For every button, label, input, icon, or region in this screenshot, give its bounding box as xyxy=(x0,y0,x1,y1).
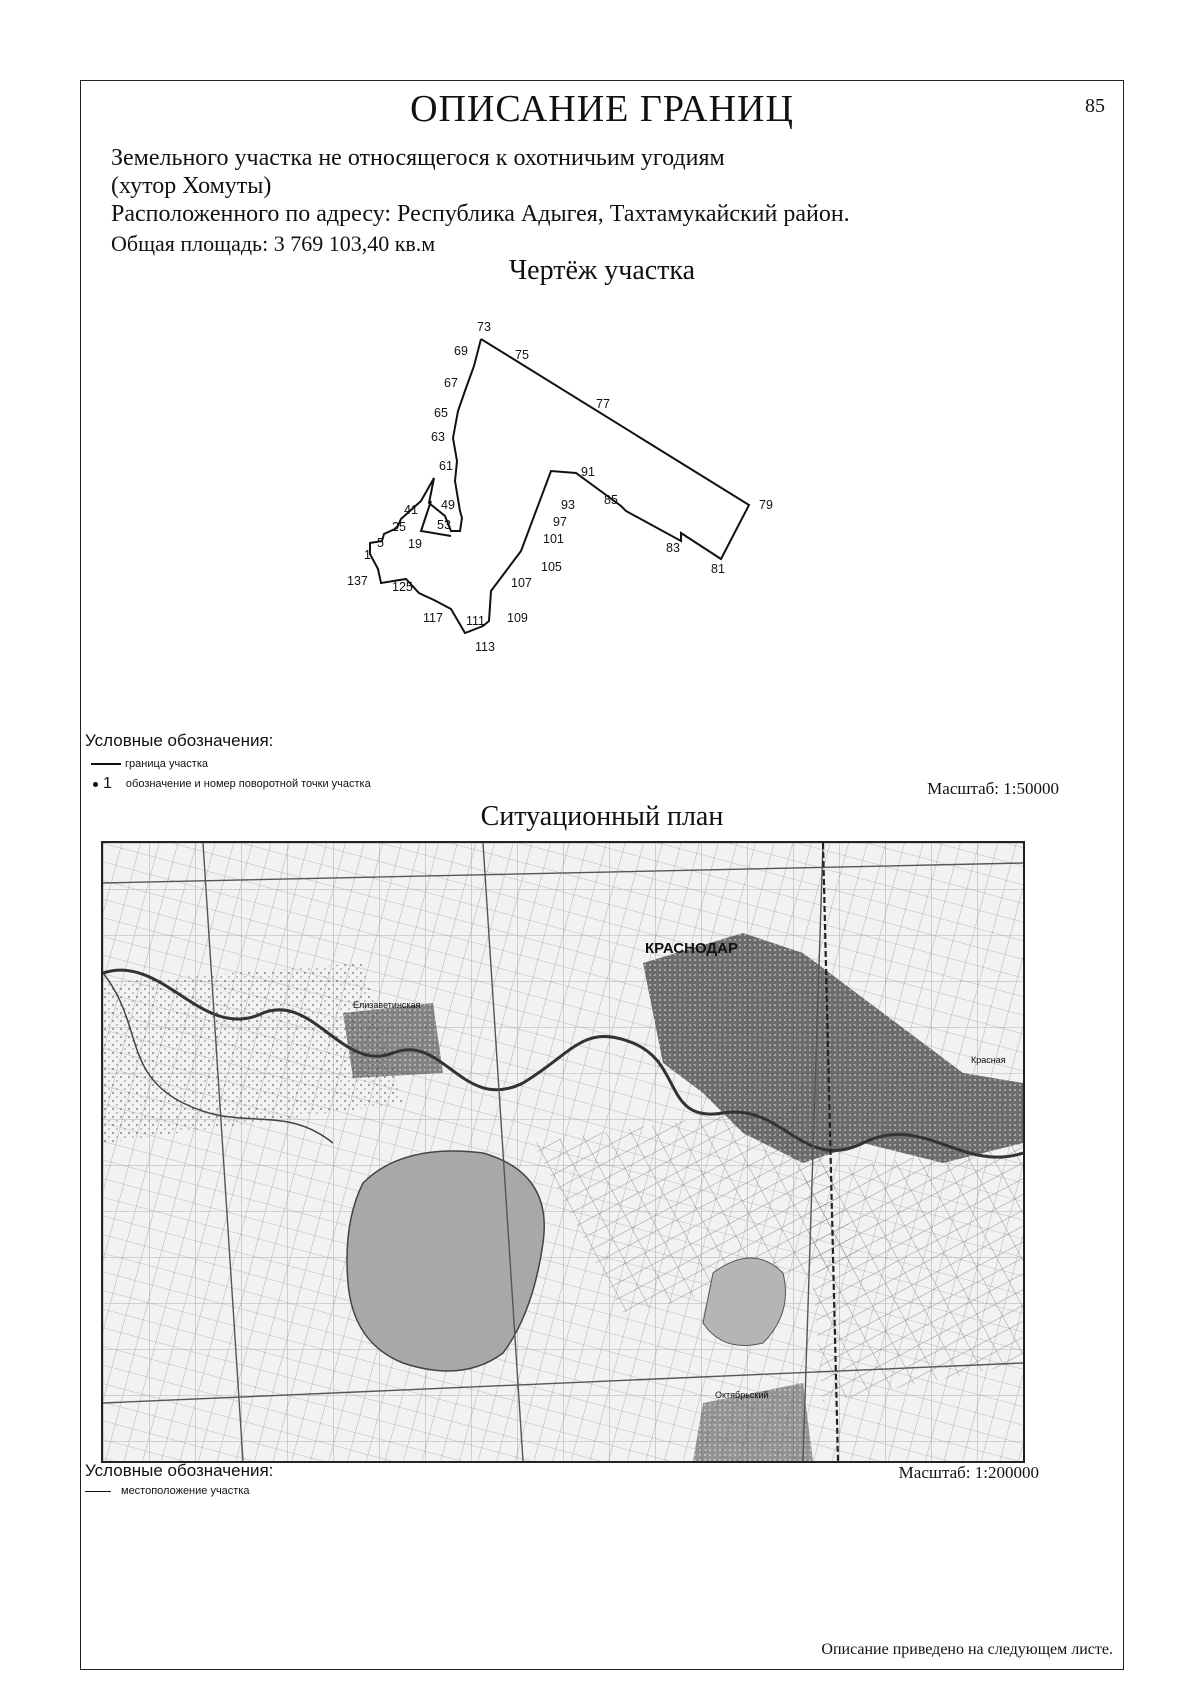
parcel-area: Общая площадь: 3 769 103,40 кв.м xyxy=(111,231,436,256)
turning-point-label: 19 xyxy=(408,537,422,551)
turning-point-label: 107 xyxy=(511,576,532,590)
location-line-symbol xyxy=(85,1491,111,1492)
map-elizavetinskaya xyxy=(343,1003,443,1078)
parcel-boundary xyxy=(370,339,749,633)
parcel-locality: (хутор Хомуты) xyxy=(111,173,272,199)
page-title: ОПИСАНИЕ ГРАНИЦ xyxy=(410,88,794,130)
turning-point-label: 5 xyxy=(377,536,384,550)
legend2-title: Условные обозначения: xyxy=(85,1461,274,1480)
map-label-elizavetinskaya: Елизаветинская xyxy=(353,1000,421,1010)
turning-point-label: 113 xyxy=(475,640,495,654)
turning-point-label: 49 xyxy=(441,498,455,512)
parcel-address: Расположенного по адресу: Республика Адыгея, Тахтамукайский район. xyxy=(111,201,850,227)
turning-point-label: 25 xyxy=(392,520,406,534)
turning-point-label: 137 xyxy=(347,574,368,588)
document-sheet xyxy=(80,80,1124,1670)
location-label: местоположение участка xyxy=(121,1485,250,1497)
turning-point-label: 83 xyxy=(666,541,680,555)
legend-location xyxy=(85,1485,250,1497)
turning-point-label: 111 xyxy=(466,614,486,628)
turning-point-label: 41 xyxy=(404,503,418,517)
turning-point-label: 67 xyxy=(444,376,458,390)
turning-point-label: 77 xyxy=(596,397,610,411)
turning-point-label: 53 xyxy=(437,518,451,532)
parcel-description: Земельного участка не относящегося к охотничьим угодиям xyxy=(111,145,725,171)
map-label-oktyabrsky: Октябрьский xyxy=(715,1390,769,1400)
turning-point-label: 105 xyxy=(541,560,562,574)
footer-note: Описание приведено на следующем листе. xyxy=(821,1641,1113,1658)
situation-map-graphic xyxy=(103,843,1023,1461)
turning-point-label: 85 xyxy=(604,493,618,507)
turning-point-label: 69 xyxy=(454,344,468,358)
drawing-scale: Масштаб: 1:50000 xyxy=(927,779,1059,798)
turning-point-label: 125 xyxy=(392,580,413,594)
turning-point-label: 91 xyxy=(581,465,595,479)
turning-point-label: 75 xyxy=(515,348,529,362)
point-label: обозначение и номер поворотной точки участка xyxy=(125,778,371,790)
boundary-label: граница участка xyxy=(125,758,208,770)
boundary-line-symbol xyxy=(91,763,121,765)
turning-point-label: 81 xyxy=(711,562,725,576)
map-label-krasnodar: КРАСНОДАР xyxy=(645,940,738,957)
turning-point-label: 79 xyxy=(759,498,773,512)
legend-boundary xyxy=(91,758,208,770)
point-dot-symbol xyxy=(93,782,98,787)
page-number: 85 xyxy=(1085,95,1105,117)
turning-point-label: 97 xyxy=(553,515,567,529)
plan-title: Ситуационный план xyxy=(480,801,724,832)
turning-point-label: 73 xyxy=(477,320,491,334)
turning-point-label: 101 xyxy=(543,532,564,546)
map-scale: Масштаб: 1:200000 xyxy=(898,1463,1039,1482)
turning-point-label: 109 xyxy=(507,611,528,625)
map-label-krasnaya: Красная xyxy=(971,1055,1006,1065)
turning-point-label: 63 xyxy=(431,430,445,444)
turning-point-label: 61 xyxy=(439,459,453,473)
turning-point-label: 65 xyxy=(434,406,448,420)
point-number-sample: 1 xyxy=(103,775,112,792)
legend-title: Условные обозначения: xyxy=(85,731,274,750)
turning-point-label: 117 xyxy=(423,611,443,625)
legend-point xyxy=(91,775,371,793)
drawing-title: Чертёж участка xyxy=(508,255,696,286)
situation-map xyxy=(101,841,1025,1463)
turning-point-label: 93 xyxy=(561,498,575,512)
parcel-inner-boundary xyxy=(421,501,451,536)
turning-point-label: 1 xyxy=(364,548,371,562)
